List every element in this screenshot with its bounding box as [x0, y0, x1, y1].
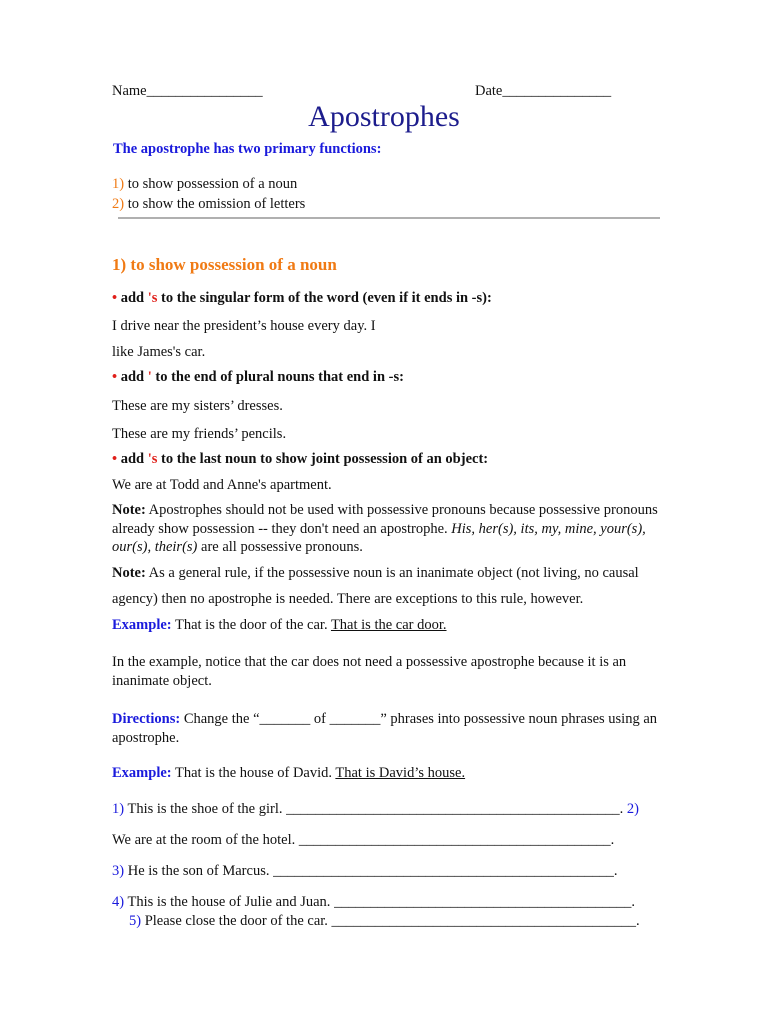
exercise-1: [112, 801, 639, 818]
example-2b: These are my friends’ pencils.: [112, 426, 287, 442]
exercise-5-text: Please close the door of the car.: [141, 913, 332, 929]
exercise-2-num: 2): [623, 801, 639, 817]
example-label: Example:: [112, 617, 172, 633]
intro-item-2-num: 2): [112, 196, 125, 212]
rule-1: [112, 290, 492, 307]
example-door: [112, 617, 447, 634]
exercise-4-num: 4): [112, 894, 125, 910]
rule-1-mark: 's: [147, 290, 158, 306]
exercise-3-text: He is the son of Marcus.: [124, 863, 274, 879]
name-label: Name: [112, 83, 147, 99]
rule-2-pre: add: [120, 369, 148, 385]
exercise-3: [112, 863, 617, 880]
rule-2-post: to the end of plural nouns that end in -s:: [151, 369, 404, 385]
rule-3-pre: add: [120, 451, 148, 467]
section-divider: [118, 217, 660, 219]
example-answer: That is the car door.: [330, 617, 447, 633]
note-1-text: Apostrophes should not be used with possessive pronouns because possessive pronouns already show possession -- they don't need an apostrophe.: [112, 502, 658, 537]
exercise-5: [129, 913, 640, 930]
exercise-2-text: We are at the room of the hotel.: [112, 832, 299, 848]
intro-heading: The apostrophe has two primary functions:: [113, 141, 382, 157]
note-1: [112, 501, 658, 557]
exercise-3-blank[interactable]: _______________________________________________.: [273, 863, 618, 879]
note-2-line-1-text: As a general rule, if the possessive noun is an inanimate object (not living, no causal: [145, 565, 639, 581]
example-1a: I drive near the president’s house every day. I: [112, 318, 376, 334]
directions-label: Directions:: [112, 711, 181, 727]
exercise-5-blank[interactable]: __________________________________________.: [331, 913, 640, 929]
example-text: That is the house of David.: [171, 765, 336, 781]
rule-2-mark: ': [147, 369, 152, 385]
intro-item-1: [112, 176, 297, 193]
name-field: [112, 83, 263, 100]
date-label: Date: [475, 83, 503, 99]
intro-item-1-num: 1): [112, 176, 125, 192]
rule-2: [112, 369, 404, 386]
name-blank[interactable]: ________________: [146, 83, 263, 99]
exercise-2-blank[interactable]: ___________________________________________.: [298, 832, 615, 848]
bullet-icon: •: [112, 369, 121, 385]
note-2-line-1: [112, 565, 639, 582]
rule-1-post: to the singular form of the word (even if it ends in -s):: [157, 290, 492, 306]
page-title: Apostrophes: [308, 100, 460, 133]
exercise-3-num: 3): [112, 863, 125, 879]
exercise-1-blank[interactable]: ______________________________________________.: [286, 801, 624, 817]
explanation: In the example, notice that the car does not need a possessive apostrophe because it is an inanimate object.: [112, 654, 627, 689]
exercise-1-num: 1): [112, 801, 125, 817]
example-label: Example:: [112, 765, 172, 781]
exercise-1-text: This is the shoe of the girl.: [124, 801, 287, 817]
note-1-label: Note:: [112, 502, 146, 518]
rule-3-post: to the last noun to show joint possession of an object:: [157, 451, 489, 467]
rule-1-pre: add: [120, 290, 148, 306]
exercise-4-blank[interactable]: _________________________________________.: [334, 894, 635, 910]
bullet-icon: •: [112, 290, 121, 306]
intro-item-2: [112, 196, 305, 213]
directions: [112, 710, 664, 747]
note-1-pronouns: His, her(s), its, my, mine, your(s), our(s), their(s): [112, 520, 646, 555]
rule-3: [112, 451, 488, 468]
directions-text: Change the “_______ of _______” phrases into possessive noun phrases using an apostrophe.: [112, 711, 658, 746]
date-field: [475, 83, 611, 100]
example-3: We are at Todd and Anne's apartment.: [112, 477, 332, 493]
rule-3-mark: 's: [147, 451, 158, 467]
example-answer: That is David’s house.: [335, 765, 466, 781]
bullet-icon: •: [112, 451, 121, 467]
intro-item-2-text: to show the omission of letters: [124, 196, 306, 212]
exercise-2: [112, 832, 614, 849]
note-1-tail: are all possessive pronouns.: [197, 539, 363, 555]
note-2-label: Note:: [112, 565, 146, 581]
note-2-line-2: agency) then no apostrophe is needed. There are exceptions to this rule, however.: [112, 591, 584, 607]
example-text: That is the door of the car.: [171, 617, 331, 633]
date-blank[interactable]: _______________: [502, 83, 612, 99]
example-1b: like James's car.: [112, 344, 206, 360]
section-1-heading: 1) to show possession of a noun: [112, 255, 337, 274]
example-house: [112, 765, 465, 782]
example-2a: These are my sisters’ dresses.: [112, 398, 283, 414]
exercise-5-num: 5): [129, 913, 142, 929]
exercise-4-text: This is the house of Julie and Juan.: [124, 894, 335, 910]
exercise-4: [112, 894, 635, 911]
intro-item-1-text: to show possession of a noun: [124, 176, 298, 192]
